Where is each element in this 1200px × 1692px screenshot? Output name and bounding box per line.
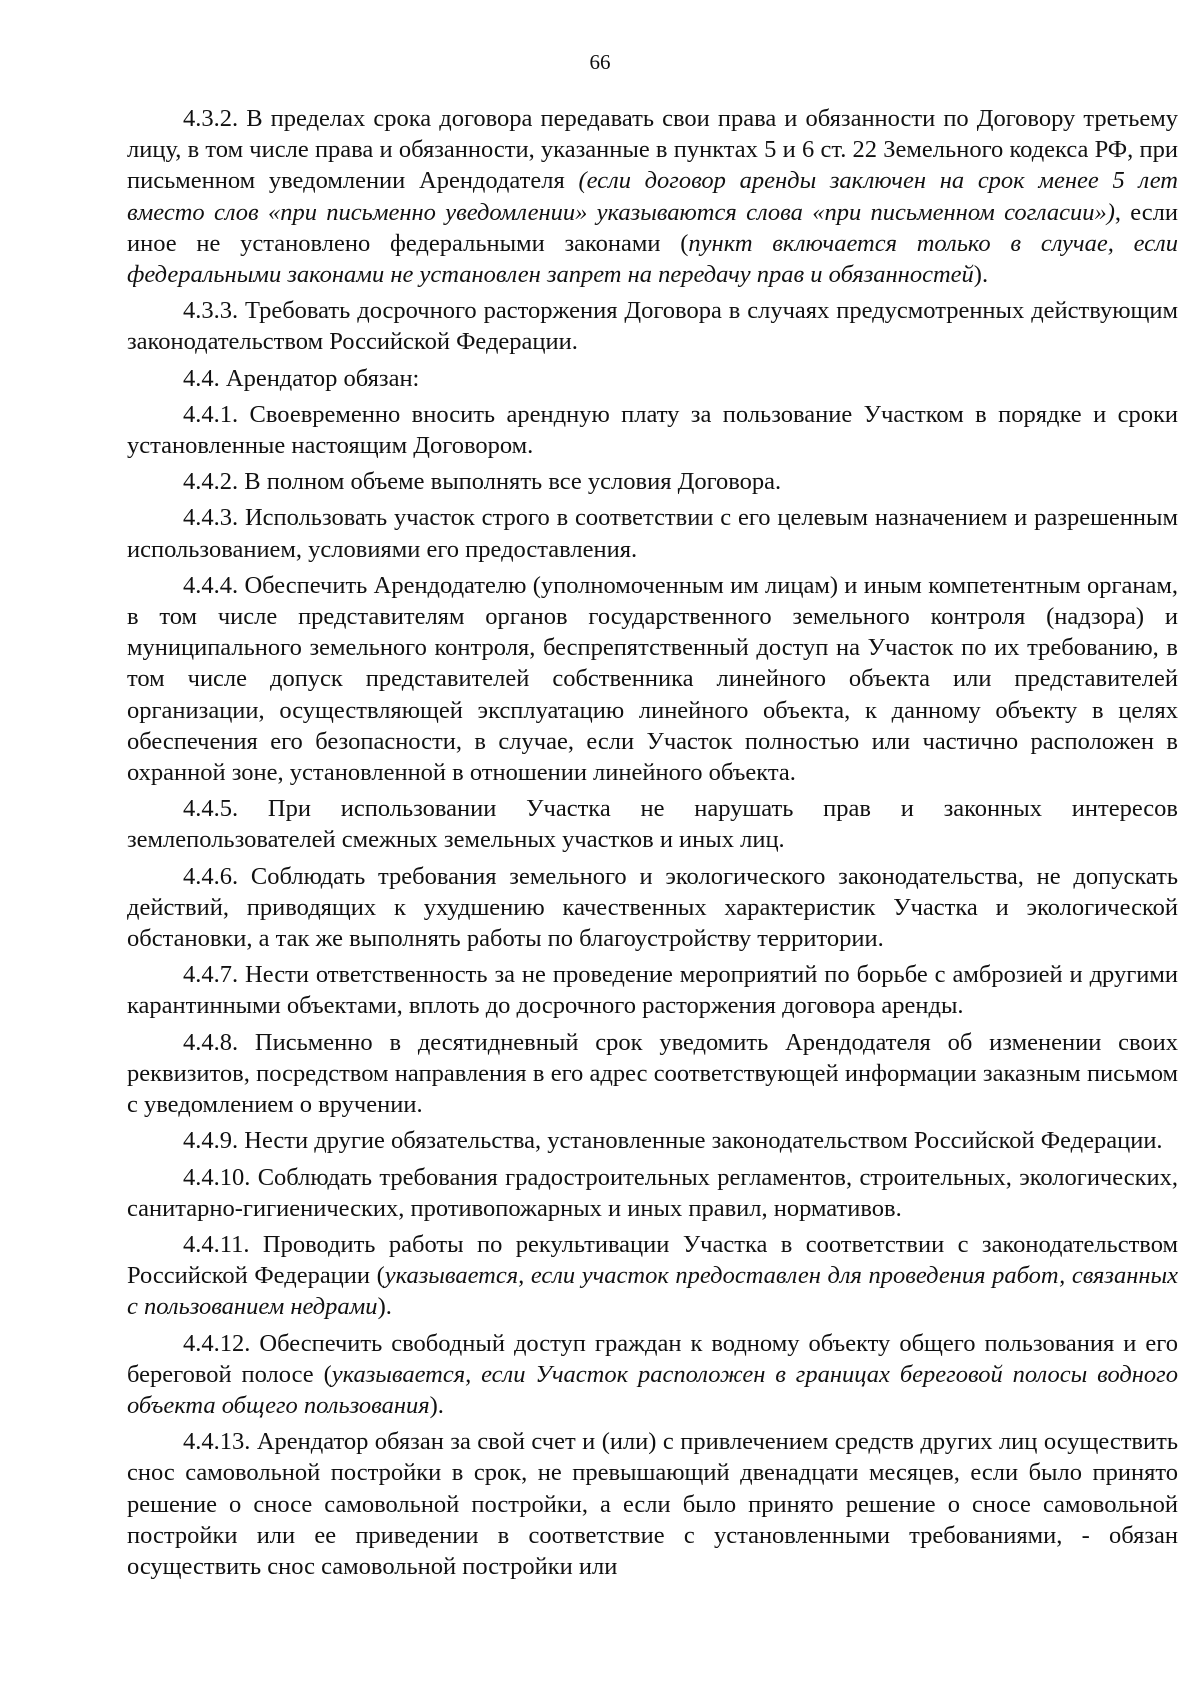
paragraph-4-4-1 <box>127 399 1178 461</box>
paragraph-4-4-13 <box>127 1426 1178 1582</box>
paragraph-4-4-10 <box>127 1162 1178 1224</box>
text-segment: 4.4.12. Обеспечить свободный доступ граждан к водному объекту общего пользования и его береговой полосе ( <box>127 1329 1178 1388</box>
text-segment: 4.4.5. При использовании Участка не нарушать прав и законных интересов землепользователей смежных земельных участков и иных лиц. <box>127 795 1178 854</box>
paragraph-4-4-12 <box>127 1328 1178 1422</box>
paragraph-4-4-11 <box>127 1229 1178 1323</box>
text-segment: 4.4. Арендатор обязан: <box>183 364 420 392</box>
text-segment: 4.3.3. Требовать досрочного расторжения Договора в случаях предусмотренных действующим законодательством Российской Федерации. <box>127 297 1178 356</box>
paragraph-4-4-4 <box>127 570 1178 788</box>
paragraph-4-4-7 <box>127 959 1178 1021</box>
text-segment: 4.4.7. Нести ответственность за не проведение мероприятий по борьбе с амброзией и другими карантинными объектами, вплоть до досрочного расторжения договора аренды. <box>127 961 1178 1020</box>
page-number: 66 <box>589 50 611 74</box>
paragraph-4-3-2 <box>127 103 1178 290</box>
paragraph-4-3-3 <box>127 295 1178 357</box>
paragraph-4-4-5 <box>127 793 1178 855</box>
text-segment: 4.4.9. Нести другие обязательства, установленные законодательством Российской Федерации. <box>183 1127 1163 1155</box>
paragraph-4-4-8 <box>127 1027 1178 1121</box>
text-segment: ). <box>377 1293 392 1321</box>
text-segment: ). <box>429 1391 444 1419</box>
paragraph-4-4-3 <box>127 502 1178 564</box>
text-segment: ). <box>973 261 989 289</box>
text-segment: 4.4.1. Своевременно вносить арендную плату за пользование Участком в порядке и сроки установленные настоящим Договором. <box>127 400 1178 460</box>
paragraph-4-4 <box>127 363 1178 394</box>
italic-note: (если договор аренды заключен на срок менее 5 лет вместо слов «при письменно уведомлении» указываются слова «при письменном согласии») <box>127 167 1178 226</box>
text-segment: 4.4.8. Письменно в десятидневный срок уведомить Арендодателя об изменении своих реквизитов, посредством направления в его адрес соответствующей информации заказным письмом с уведомлением о вручении. <box>127 1028 1178 1119</box>
text-segment: 4.4.3. Использовать участок строго в соответствии с его целевым назначением и разрешенным использованием, условиями его предоставления. <box>127 504 1178 563</box>
text-segment: 4.4.2. В полном объеме выполнять все условия Договора. <box>183 468 782 496</box>
text-segment: 4.4.13. Арендатор обязан за свой счет и (или) с привлечением средств других лиц осуществить снос самовольной постройки в срок, не превышающий двенадцати месяцев, если было принято решение о сносе самовольной постройки, а если было принято решение о сносе самовольной постройки или ее приведении в соответствие с установленными требованиями, - обязан осуществить снос самовольной постройки или <box>127 1428 1178 1580</box>
text-segment: , если иное не установлено федеральными законами ( <box>127 198 1179 257</box>
text-segment: 4.4.6. Соблюдать требования земельного и экологического законодательства, не допускать действий, приводящих к ухудшению качественных характеристик Участка и экологической обстановки, а так же выполнять работы по благоустройству территории. <box>127 862 1178 953</box>
italic-note: указывается, если участок предоставлен для проведения работ, связанных с пользованием недрами <box>127 1262 1179 1321</box>
paragraph-4-4-6 <box>127 861 1178 955</box>
document-body <box>127 103 1178 1587</box>
italic-note: пункт включается только в случае, если федеральными законами не установлен запрет на передачу прав и обязанностей <box>127 229 1178 289</box>
text-segment: 4.3.2. В пределах срока договора передавать свои права и обязанности по Договору третьему лицу, в том числе права и обязанности, указанные в пунктах 5 и 6 ст. 22 Земельного кодекса РФ, при письменном уведомлении Арендодателя <box>127 105 1178 195</box>
text-segment: 4.4.11. Проводить работы по рекультивации Участка в соответствии с законодательством Российской Федерации ( <box>127 1230 1178 1290</box>
paragraph-4-4-2 <box>127 466 1178 497</box>
text-segment: 4.4.4. Обеспечить Арендодателю (уполномоченным им лицам) и иным компетентным органам, в том числе представителям органов государственного земельного контроля (надзора) и муниципального земельного контроля, беспрепятственный доступ на Участок по их требованию, в том числе допуск представителей собственника линейного объекта или представителей организации, осуществляющей эксплуатацию линейного объекта, к данному объекту в целях обеспечения его безопасности, в случае, если Участок полностью или частично расположен в охранной зоне, установленной в отношении линейного объекта. <box>127 571 1178 787</box>
italic-note: указывается, если Участок расположен в границах береговой полосы водного объекта общего пользования <box>127 1360 1178 1419</box>
paragraph-4-4-9 <box>127 1125 1178 1156</box>
text-segment: 4.4.10. Соблюдать требования градостроительных регламентов, строительных, экологических, санитарно-гигиенических, противопожарных и иных правил, нормативов. <box>127 1163 1178 1222</box>
